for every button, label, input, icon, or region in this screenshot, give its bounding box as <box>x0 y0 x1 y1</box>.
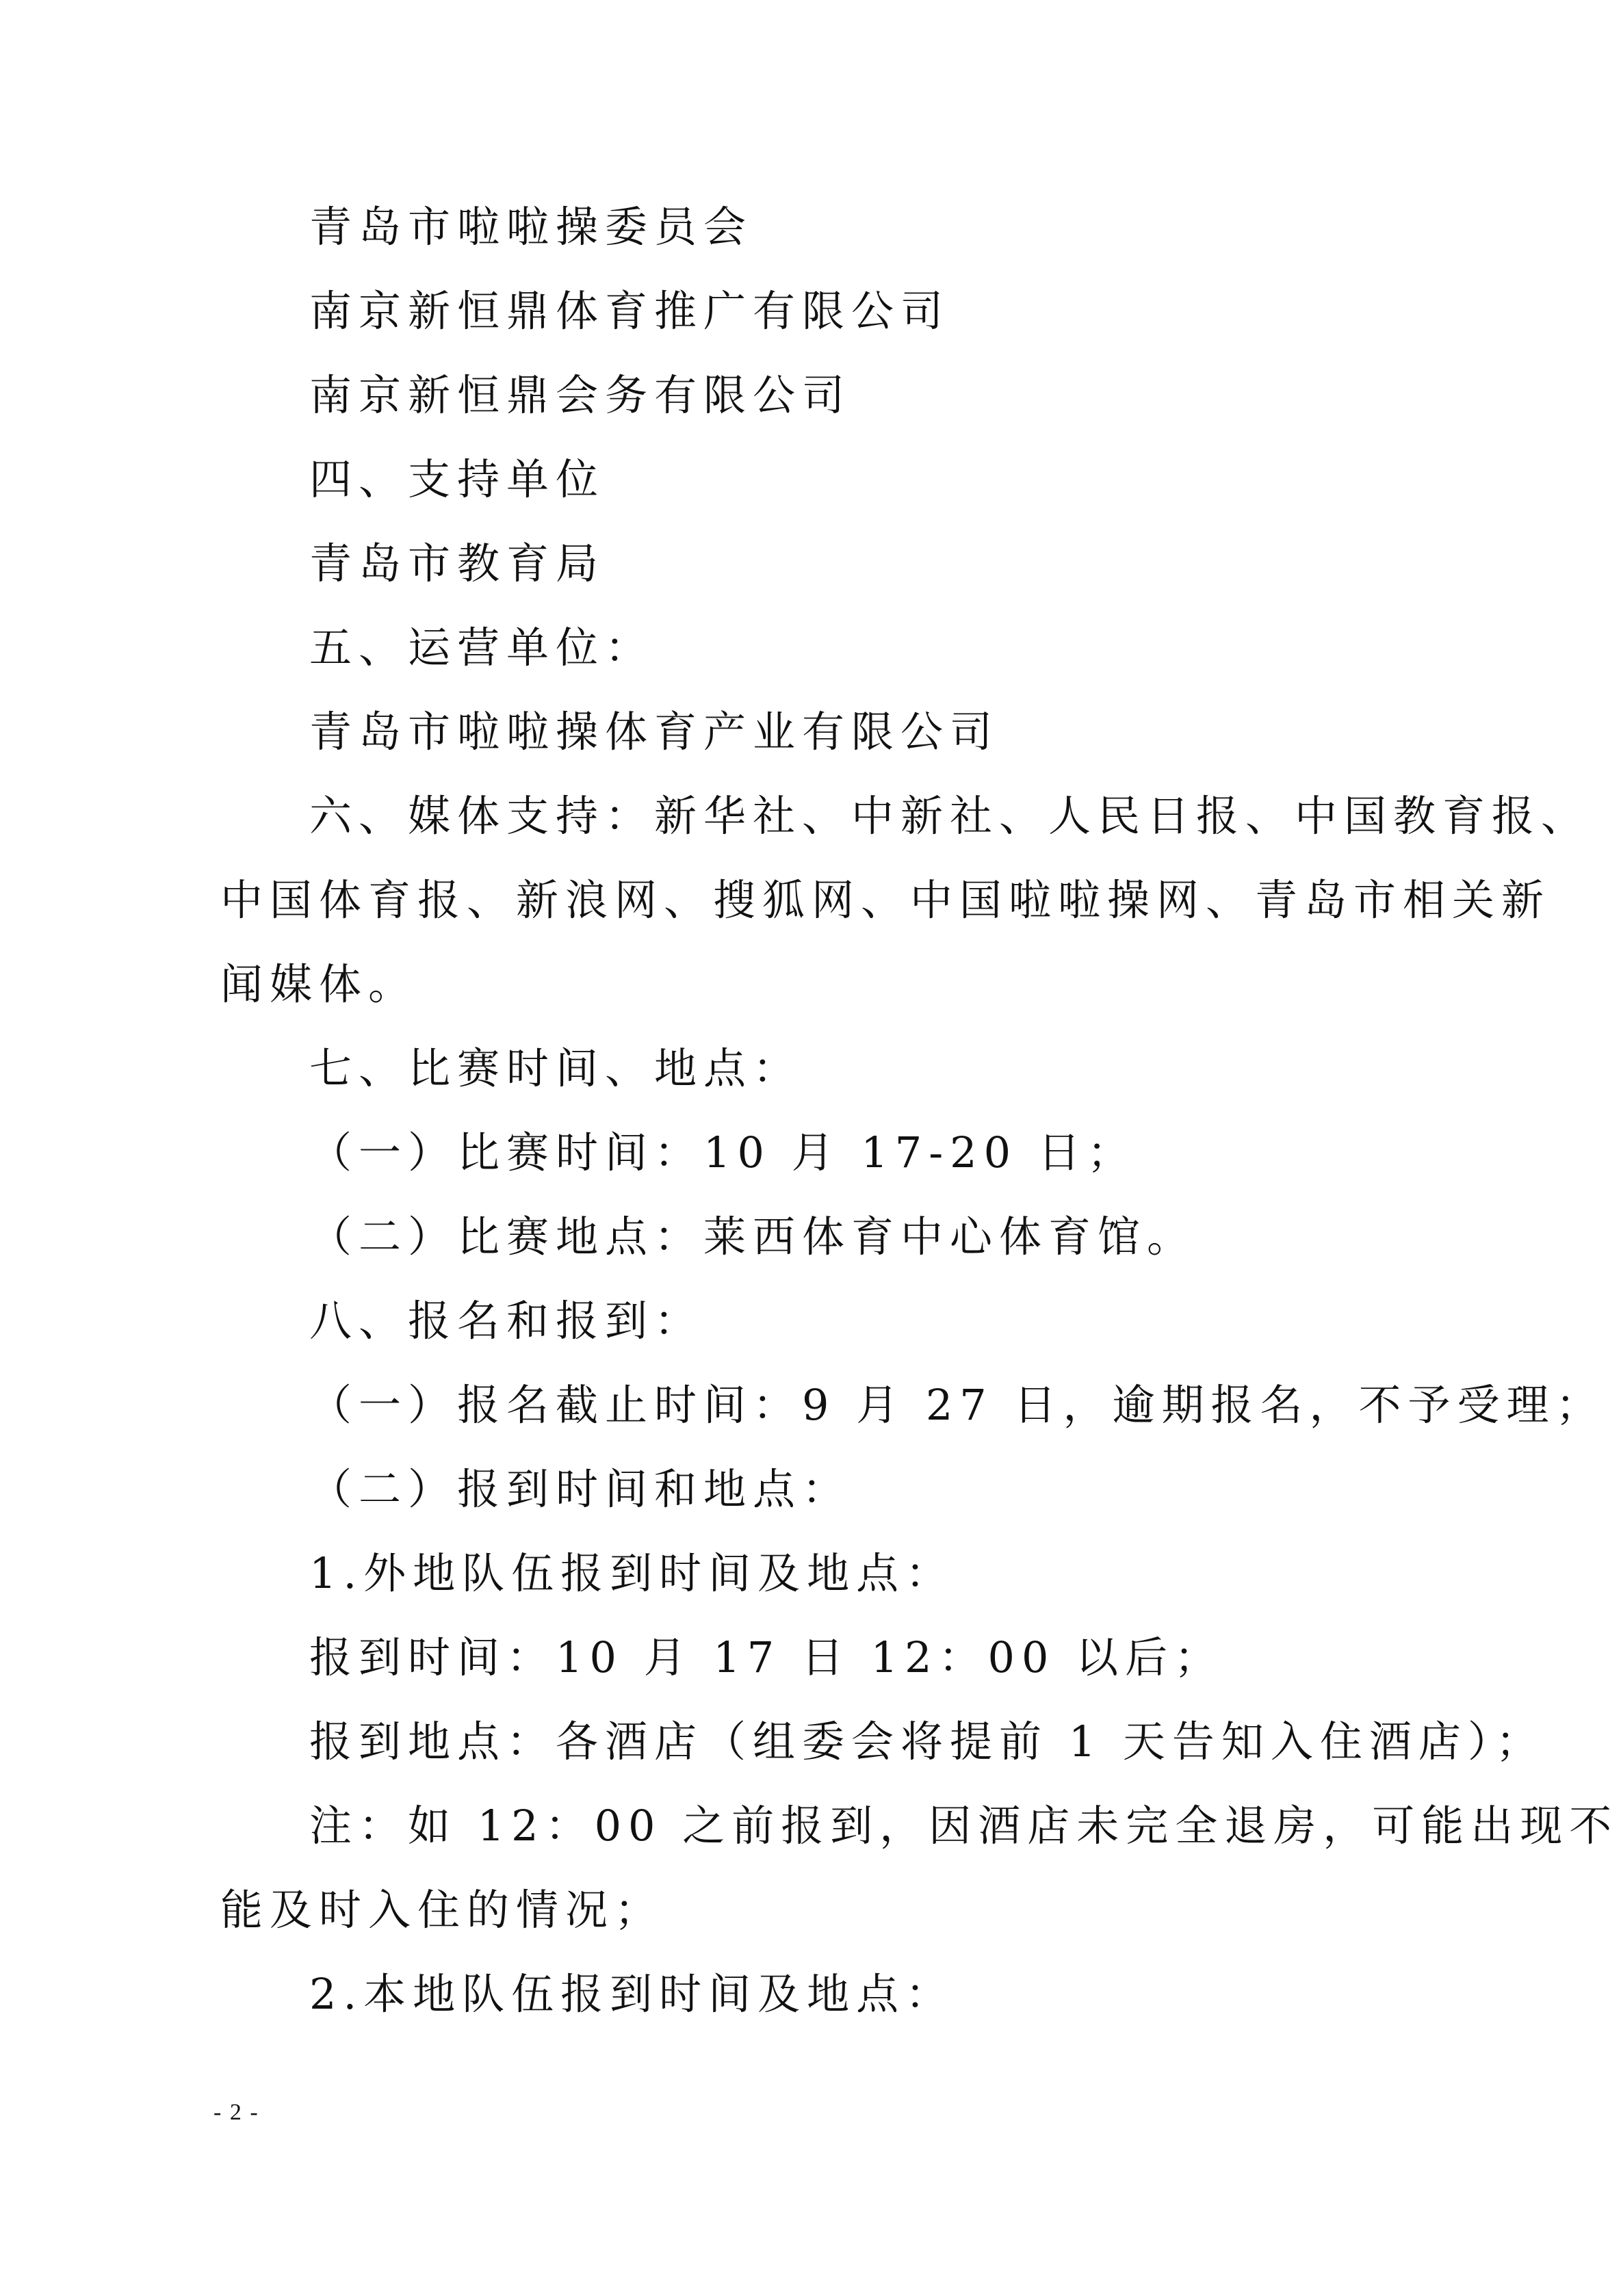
media-support-paragraph-line-3: 闻媒体。 <box>220 959 418 1009</box>
check-in-time-and-place-heading: （二）报到时间和地点： <box>309 1464 852 1514</box>
organizer-qingdao-cheerleading-committee: 青岛市啦啦操委员会 <box>309 202 753 252</box>
operator-qingdao-cheerleading-industry: 青岛市啦啦操体育产业有限公司 <box>309 707 1000 757</box>
local-teams-heading: 2.本地队伍报到时间及地点： <box>309 1969 955 2019</box>
supporter-qingdao-education-bureau: 青岛市教育局 <box>309 538 606 588</box>
competition-time: （一）比赛时间：10 月 17-20 日； <box>309 1127 1137 1177</box>
media-support-paragraph-line-2: 中国体育报、新浪网、搜狐网、中国啦啦操网、青岛市相关新 <box>220 875 1551 925</box>
section-heading-operating-unit: 五、运营单位： <box>309 623 655 673</box>
check-in-note-line-2: 能及时入住的情况； <box>220 1885 664 1935</box>
organizer-nanjing-conference-services: 南京新恒鼎会务有限公司 <box>309 370 852 420</box>
organizer-nanjing-sports-promotion: 南京新恒鼎体育推广有限公司 <box>309 286 950 336</box>
section-heading-competition-time-place: 七、比赛时间、地点： <box>309 1043 803 1093</box>
section-heading-supporting-units: 四、支持单位 <box>309 454 606 504</box>
check-in-note-line-1: 注：如 12：00 之前报到，因酒店未完全退房，可能出现不 <box>309 1801 1619 1851</box>
non-local-teams-heading: 1.外地队伍报到时间及地点： <box>309 1548 955 1598</box>
media-support-paragraph-line-1: 六、媒体支持：新华社、中新社、人民日报、中国教育报、 <box>309 791 1591 841</box>
check-in-time: 报到时间：10 月 17 日 12：00 以后； <box>309 1632 1224 1682</box>
registration-deadline: （一）报名截止时间：9 月 27 日，逾期报名，不予受理； <box>309 1380 1605 1430</box>
competition-venue: （二）比赛地点：莱西体育中心体育馆。 <box>309 1212 1197 1262</box>
page-number: - 2 - <box>213 2100 259 2125</box>
section-heading-registration: 八、报名和报到： <box>309 1296 704 1346</box>
check-in-location: 报到地点：各酒店（组委会将提前 1 天告知入住酒店）； <box>309 1717 1545 1766</box>
